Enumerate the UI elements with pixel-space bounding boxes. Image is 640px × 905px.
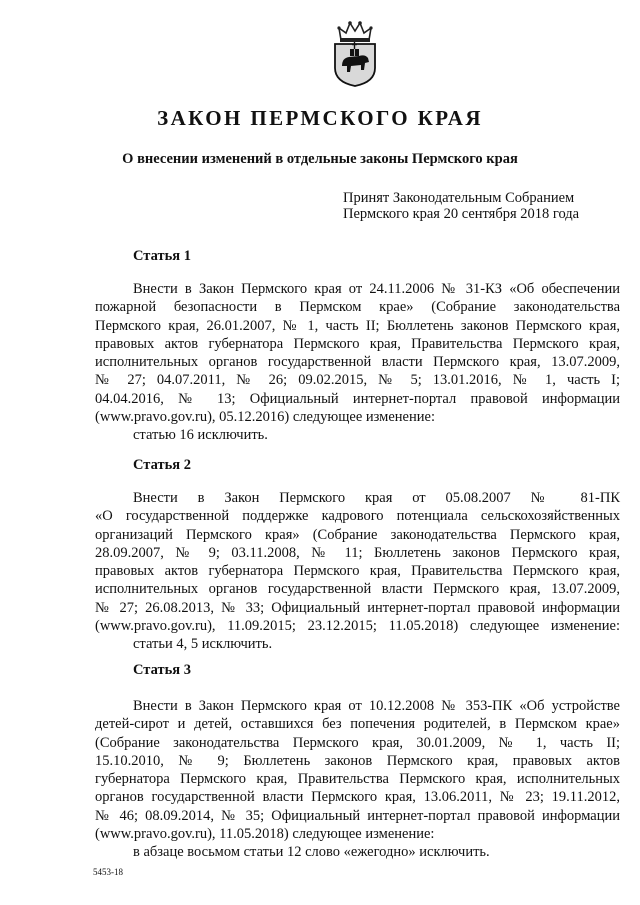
article-line: Внести в Закон Пермского края от 05.08.2007 № 81-ПК	[133, 490, 620, 506]
article-line: «О государственной поддержке кадрового потенциала сельскохозяйственных	[95, 508, 620, 525]
article-1-heading: Статья 1	[133, 248, 191, 264]
article-line: (Собрание законодательства Пермского края, 30.01.2009, № 1, часть II;	[95, 734, 620, 751]
law-title: ЗАКОН ПЕРМСКОГО КРАЯ	[157, 106, 483, 130]
article-line: № 27; 04.07.2011, № 26; 09.02.2015, № 5; 13.01.2016, № 1, часть I;	[95, 372, 620, 389]
article-line: статью 16 исключить.	[133, 427, 268, 444]
article-line: № 27; 26.08.2013, № 33; Официальный интернет-портал правовой информации	[95, 599, 620, 616]
adoption-line: Принят Законодательным Собранием	[343, 190, 575, 206]
document-code: 5453-18	[93, 867, 123, 877]
article-line: Внести в Закон Пермского края от 24.11.2006 № 31-КЗ «Об обеспечении	[133, 281, 620, 297]
article-line: (www.pravo.gov.ru), 05.12.2016) следующее изменение:	[95, 409, 435, 426]
adoption-line: Пермского края 20 сентября 2018 года	[343, 206, 580, 222]
law-subtitle: О внесении изменений в отдельные законы Пермского края	[122, 151, 518, 167]
article-line: (www.pravo.gov.ru), 11.05.2018) следующее изменение:	[95, 826, 435, 843]
article-line: органов государственной власти Пермского края, 13.06.2011, № 23; 19.11.2012,	[95, 789, 620, 806]
coat-of-arms-icon	[329, 20, 381, 88]
article-3-body	[95, 697, 620, 862]
article-2-heading: Статья 2	[133, 457, 191, 473]
article-line: детей-сирот и детей, оставшихся без попечения родителей, в Пермском крае»	[95, 716, 620, 733]
article-3-heading: Статья 3	[133, 662, 191, 678]
article-line: исполнительных органов государственной власти Пермского края, 13.07.2009,	[95, 581, 620, 598]
article-line: исполнительных органов государственной власти Пермского края, 13.07.2009,	[95, 354, 620, 371]
article-2-body	[95, 489, 620, 654]
article-line: организаций Пермского края» (Собрание законодательства Пермского края,	[95, 526, 620, 543]
article-1-body	[95, 280, 620, 445]
article-line: в абзаце восьмом статьи 12 слово «ежегодно» исключить.	[133, 844, 490, 861]
article-line: статьи 4, 5 исключить.	[133, 636, 273, 653]
article-line: правовых актов губернатора Пермского края, Правительства Пермского края,	[95, 335, 620, 352]
article-line: 04.04.2016, № 13; Официальный интернет-портал правовой информации	[95, 390, 620, 407]
article-line: пожарной безопасности в Пермском крае» (Собрание законодательства	[95, 299, 620, 316]
article-line: правовых актов губернатора Пермского края, Правительства Пермского края,	[95, 563, 620, 580]
article-line: губернатора Пермского края, Правительства Пермского края, исполнительных	[95, 771, 620, 788]
article-line: 28.09.2007, № 9; 03.11.2008, № 11; Бюллетень законов Пермского края,	[95, 544, 620, 561]
article-line: 15.10.2010, № 9; Бюллетень законов Пермского края, правовых актов	[95, 752, 620, 769]
article-line: (www.pravo.gov.ru), 11.09.2015; 23.12.2015; 11.05.2018) следующее изменение:	[95, 618, 620, 635]
article-line: Внести в Закон Пермского края от 10.12.2008 № 353-ПК «Об устройстве	[133, 698, 620, 714]
adoption-note	[343, 190, 613, 222]
article-line: Пермского края, 26.01.2007, № 1, часть II; Бюллетень законов Пермского края,	[95, 317, 620, 334]
article-line: № 46; 08.09.2014, № 35; Официальный интернет-портал правовой информации	[95, 807, 620, 824]
